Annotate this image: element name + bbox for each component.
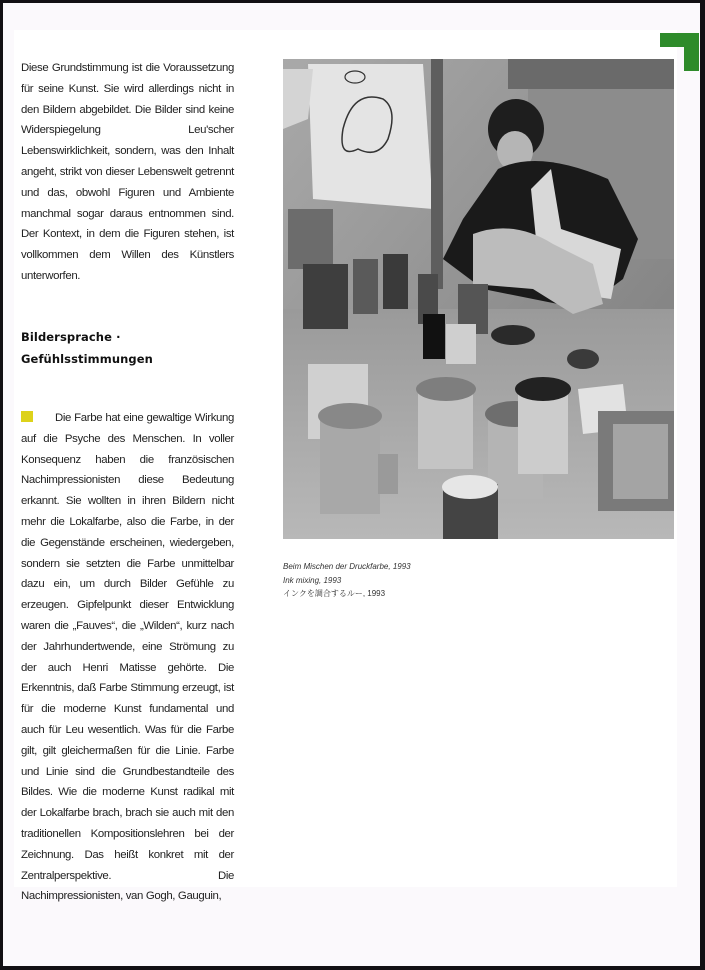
photo-illustration xyxy=(283,59,674,539)
corner-marker-vertical xyxy=(684,33,699,71)
paint-can xyxy=(303,264,348,329)
photo-caption xyxy=(283,560,583,601)
section-heading xyxy=(21,326,251,370)
intro-text-block xyxy=(21,58,234,287)
paint-jar-white xyxy=(446,324,476,364)
section-heading-line-1: Bildersprache · xyxy=(21,330,121,344)
paint-can-lid xyxy=(318,403,382,429)
paint-jar-lid xyxy=(442,475,498,499)
section-heading-line-2: Gefühlsstimmungen xyxy=(21,352,153,366)
artist-shoe-left xyxy=(491,325,535,345)
paint-can-open xyxy=(515,377,571,401)
paint-can-lid xyxy=(416,377,476,401)
paint-can xyxy=(378,454,398,494)
paint-jar-dark xyxy=(423,314,445,359)
artist-shoe-right xyxy=(567,349,599,369)
section-paragraph-wrap xyxy=(21,408,234,907)
caption-japanese: インクを調合するルー, 1993 xyxy=(283,589,386,598)
studio-post xyxy=(431,59,443,289)
studio-photograph xyxy=(283,59,674,539)
yellow-square-marker-icon xyxy=(21,411,33,422)
hanging-drawing-paper xyxy=(308,64,433,209)
paint-can xyxy=(518,389,568,474)
paint-jar xyxy=(383,254,408,309)
intro-paragraph: Diese Grundstimmung ist die Voraussetzung für seine Kunst. Sie wird allerdings nicht in den Bildern abgebildet. Die Bilder sind keine Widerspiegelung Leu'scher Lebenswirklichkeit, sondern, was den Inhalt angeht, strikt von dieser Lebenswelt getrennt und das, obwohl Figuren und Ambiente manchmal sogar daraus entnommen sind. Der Kontext, in dem die Figuren stehen, ist vollkommen dem Willen des Künstlers unterworfen. xyxy=(21,62,234,282)
section-paragraph: Die Farbe hat eine gewaltige Wirkung auf die Psyche des Menschen. In voller Konsequenz haben die französischen Nachimpressionisten diese Bedeutung erkannt. Sie wollten in ihren Bildern nicht mehr die Lokalfarbe, also die Farbe, in der die Gegenstände erscheinen, wiedergeben, sondern sie setzten die Farbe unmittelbar dazu ein, um durch Bilder Gefühle zu erzeugen. Gipfelpunkt dieser Entwicklung waren die „Fauves“, die „Wilden“, kurz nach der Jahrhundertwende, eine Strömung zu der auch Henri Matisse gehörte. Die Erkenntnis, daß Farbe Stimmung erzeugt, ist für die moderne Kunst fundamental und auch für Leu wesentlich. Was für die Farbe gilt, gilt gleichermaßen für die Linie. Farbe und Linie sind die Grundbestandteile des Bildes. Wie die moderne Kunst radikal mit der Lokalfarbe brach, brach sie auch mit den traditionellen Kompositionslehren bei der Zeichnung. Das heißt konkret mit der Zentralperspektive. Die Nachimpressionisten, van Gogh, Gauguin, xyxy=(21,412,234,903)
section-text-block xyxy=(21,408,234,907)
window-frame xyxy=(508,59,674,89)
caption-german: Beim Mischen der Druckfarbe, 1993 xyxy=(283,562,411,571)
paint-can xyxy=(288,209,333,269)
paint-jar xyxy=(353,259,378,314)
wooden-frame-inner xyxy=(613,424,668,499)
caption-english: Ink mixing, 1993 xyxy=(283,575,342,585)
